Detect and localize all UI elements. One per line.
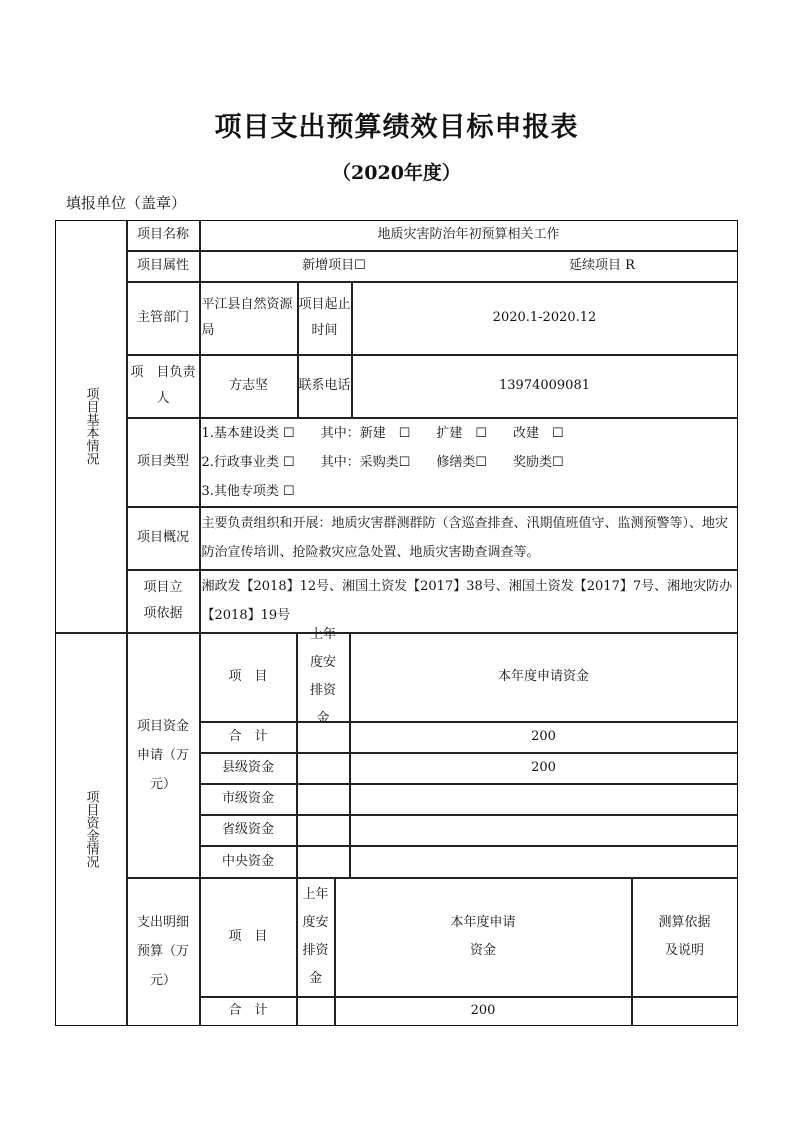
doc-title: 项目支出预算绩效目标申报表 (214, 112, 579, 143)
label-period: 项目起止时间 (298, 282, 352, 355)
label-name: 项目名称 (127, 220, 200, 251)
type-cell (200, 418, 738, 507)
fund-item: 合 计 (200, 722, 297, 753)
type-line: 2.行政事业类 ☐ 其中：采购类☐ 修缮类☐ 奖励类☐ (201, 454, 564, 470)
doc-subtitle: （2020年度） (332, 162, 461, 184)
project-name: 地质灾害防治年初预算相关工作 (200, 220, 738, 251)
attr-cont: 延续项目 R (568, 258, 635, 273)
fund-item: 市级资金 (200, 784, 297, 815)
label-overview: 项目概况 (127, 507, 200, 570)
fund-last (297, 846, 350, 878)
section-funds: 项目资金情况 (55, 633, 127, 1026)
dept: 平江县自然资源局 (200, 282, 298, 355)
fund-item: 中央资金 (200, 846, 297, 878)
fund-item: 省级资金 (200, 815, 297, 846)
d-col-this: 本年度申请资金 (335, 878, 632, 997)
d-col-last: 上年度安排资金 (297, 878, 335, 997)
label-detail: 支出明细预算（万元） (127, 878, 200, 1026)
label-attr: 项目属性 (127, 251, 200, 282)
fund-last (297, 753, 350, 784)
attr-cell (200, 251, 738, 282)
fund-last (297, 815, 350, 846)
attr-new: 新增项目☐ (302, 258, 366, 273)
col-item: 项 目 (200, 633, 297, 722)
label-phone: 联系电话 (298, 355, 352, 418)
fund-this: 200 (350, 753, 738, 784)
col-last: 上年度安排资金 (297, 633, 350, 722)
d-total-basis (632, 997, 738, 1026)
label-dept: 主管部门 (127, 282, 200, 355)
d-total-last (297, 997, 335, 1026)
label-type: 项目类型 (127, 418, 200, 507)
type-line: 1.基本建设类 ☐ 其中：新建 ☐ 扩建 ☐ 改建 ☐ (201, 425, 564, 441)
label-basis: 项目立项依据 (127, 570, 200, 633)
fund-this (350, 815, 738, 846)
section-basic: 项目基本情况 (55, 220, 127, 633)
phone: 13974009081 (352, 355, 738, 418)
fund-this (350, 784, 738, 815)
d-col-item: 项 目 (200, 878, 297, 997)
fund-last (297, 784, 350, 815)
d-col-basis: 测算依据及说明 (632, 878, 738, 997)
fund-this (350, 846, 738, 878)
overview: 主要负责组织和开展：地质灾害群测群防（含巡查排查、汛期值班值守、监测预警等）、地灾防治宣传培训、抢险救灾应急处置、地质灾害勘查调查等。 (200, 507, 738, 570)
label-owner: 项 目负责人 (127, 355, 200, 418)
col-this: 本年度申请资金 (350, 633, 738, 722)
fund-last (297, 722, 350, 753)
label-apply: 项目资金申请（万元） (127, 633, 200, 878)
fund-item: 县级资金 (200, 753, 297, 784)
d-total-item: 合 计 (200, 997, 297, 1026)
fund-this: 200 (350, 722, 738, 753)
unit-label: 填报单位（盖章） (66, 194, 187, 212)
period: 2020.1-2020.12 (352, 282, 738, 355)
owner: 方志坚 (200, 355, 298, 418)
type-line: 3.其他专项类 ☐ (201, 483, 295, 499)
d-total-this: 200 (335, 997, 632, 1026)
basis: 湘政发【2018】12号、湘国土资发【2017】38号、湘国土资发【2017】7号、湘地灾防办【2018】19号 (200, 570, 738, 633)
